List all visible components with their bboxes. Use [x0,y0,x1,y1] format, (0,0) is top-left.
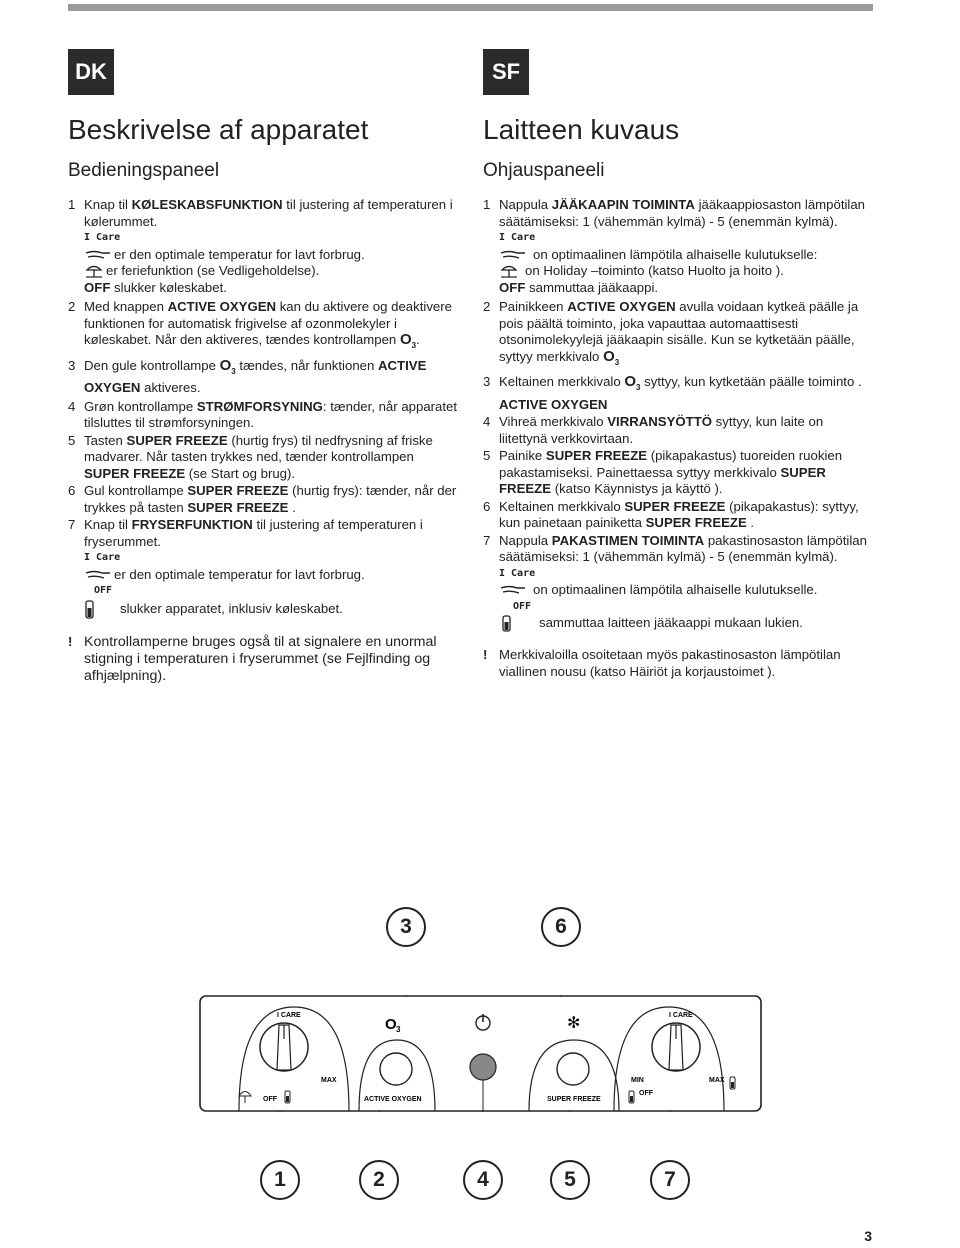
list-item [68,358,460,397]
item-number: 2 [68,299,76,314]
item-number: 2 [483,299,491,314]
callout-2: 2 [359,1160,399,1200]
active-oxygen-button [380,1053,412,1085]
page-number: 3 [864,1228,872,1244]
item-number: 5 [68,432,76,448]
off-label: OFF [263,1096,277,1103]
sf-off7-text: sammuttaa laitteen jääkaappi mukaan lukien. [539,614,803,630]
i-care-label: I Care [499,567,536,579]
sf-text-body [483,197,875,680]
page-title-dk: Beskrivelse af apparatet [68,114,369,145]
i-care-label: I Care [84,552,121,563]
list-item: 2 Med knappen ACTIVE OXYGEN kan du aktivere og deaktivere funktionen for automatisk frigivelse af ozonmolekyler i køleskabet. Når den aktiveres, tændes kontrollampen $O_3$. [68,299,460,355]
list-item [68,517,460,620]
lang-badge-dk: DK [68,49,114,95]
callout-7: 7 [650,1160,690,1200]
dk-item3-end: aktiveres. [144,380,201,395]
dk-off-text: slukker køleskabet. [114,279,227,295]
list-item [483,414,875,447]
sf-care-text: on optimaalinen lämpötila alhaiselle kulutukselle: [533,246,818,262]
list-item [68,483,460,516]
callout-6: 6 [541,907,581,947]
item-number: 4 [68,398,76,414]
warning-note [68,634,460,685]
o3-icon: $O_3$ [219,356,236,376]
o3-icon: $O_3$ [399,331,417,350]
dk-warning-text: Kontrollamperne bruges også til at signalere en unormal stigning i temperaturen i fryserummet (se Fejlfinding og afhjælpning). [84,633,437,684]
holiday-umbrella-icon [499,263,525,279]
max-label: MAX [321,1077,337,1084]
care-hand-icon [84,569,114,581]
section-subtitle-dk: Bedieningspaneel [68,160,220,181]
page-title-sf: Laitteen kuvaus [483,114,680,145]
icare-label: I CARE [669,1012,693,1019]
item-number: 1 [483,197,491,212]
dk-item5-text: Tasten SUPER FREEZE (hurtig frys) til nedfrysning af friske madvarer. Når tasten trykkes ned, tænder kontrollampen SUPER FREEZE (se Start og brug). [84,432,433,481]
list-item [68,433,460,483]
item-number: 6 [483,498,491,514]
min-label: MIN [631,1077,644,1084]
sf-item1-text: Nappula JÄÄKAAPIN TOIMINTA jääkaappiosaston lämpötilan säätämiseksi: 1 (vähemmän kylmä) - 5 (enemmän kylmä). [499,197,866,229]
sf-care7-text: on optimaalinen lämpötila alhaiselle kulutukselle. [533,582,818,597]
list-item [483,499,875,532]
list-item [483,374,875,413]
sf-warning-text: Merkkivaloilla osoitetaan myös pakastinosaston lämpötilan viallinen nousu (katso Häiriöt ja korjaustoimet ). [499,647,841,679]
warning-mark: ! [483,647,488,662]
dk-item1-text: Knap til KØLESKABSFUNKTION til justering af temperaturen i kølerummet. [84,197,453,229]
dk-holiday-text: er feriefunktion (se Vedligeholdelse). [106,263,320,278]
off-switch-icon [84,600,96,620]
control-panel-diagram [199,995,762,1112]
off-label: OFF [639,1090,653,1097]
sf-item3-text: Keltainen merkkivalo [499,374,621,389]
callout-1: 1 [260,1160,300,1200]
dk-off7-text: slukker apparatet, inklusiv køleskabet. [120,601,343,616]
max-label: MAX [709,1077,725,1084]
dk-text-body [68,197,460,685]
list-item [68,399,460,432]
warning-note [483,647,875,680]
item-number: 7 [483,532,491,548]
icare-label: I CARE [277,1012,301,1019]
header-rule [68,4,873,11]
item-number: 3 [483,374,491,389]
callout-4: 4 [463,1160,503,1200]
dk-item7-text: Knap til FRYSERFUNKTION til justering af temperaturen i fryserummet. [84,517,423,549]
list-item [483,533,875,634]
o3-icon: O [385,1016,397,1033]
dk-item4-text: Grøn kontrollampe STRØMFORSYNING: tænder, når apparatet tilsluttes til strømforsyningen. [84,398,458,430]
section-subtitle-sf: Ohjauspaneeli [483,160,605,181]
callout-3: 3 [386,907,426,947]
item-number: 1 [68,197,76,212]
sf-item2-text: Painikkeen ACTIVE OXYGEN avulla voidaan kytkeä päälle ja pois päältä toiminto, joka vapauttaa automaattisesti otsonimolekyylejä jääkaapin sisälle. Kun se kytketään päälle, syttyy merkkivalo [499,299,859,364]
dk-care-text: er den optimale temperatur for lavt forbrug. [114,246,365,262]
o3-subscript: 3 [396,1025,401,1034]
warning-mark: ! [68,633,73,649]
power-lamp [470,1054,496,1080]
dk-item6-text: Gul kontrollampe SUPER FREEZE (hurtig frys): tænder, når der trykkes på tasten SUPER FREEZE . [84,483,457,515]
item-number: 7 [68,517,76,532]
sf-item6-text: Keltainen merkkivalo SUPER FREEZE (pikapakastus): syttyy, kun painetaan painiketta SUPER FREEZE . [499,498,859,530]
off-label: OFF [513,600,532,612]
care-hand-icon [84,249,114,261]
sf-item5-text: Painike SUPER FREEZE (pikapakastus) tuoreiden ruokien pakastamiseksi. Painettaessa syttyy merkkivalo SUPER FREEZE (katso Käynnistys ja käyttö ). [499,448,843,496]
list-item [68,197,460,296]
item-number: 6 [68,483,76,498]
list-item [483,299,875,371]
list-item [483,197,875,296]
super-freeze-button [557,1053,589,1085]
o3-icon: $O_3$ [624,373,641,392]
lang-badge-sf: SF [483,49,529,95]
i-care-label: I Care [84,232,121,243]
sf-item3-end: syttyy, kun kytketään päälle toiminto . [644,374,862,389]
snowflake-icon: ✻ [567,1013,581,1032]
sf-item3-bold: ACTIVE OXYGEN [499,396,608,412]
care-hand-icon [499,249,533,261]
sf-item7-text: Nappula PAKASTIMEN TOIMINTA pakastinosaston lämpötilan säätämiseksi: 1 (vähemmän kylmä) - 5 (enemmän kylmä). [499,532,867,564]
dk-care7-text: er den optimale temperatur for lavt forbrug. [114,566,365,582]
off-switch-icon [499,615,513,633]
off-label: OFF [84,279,111,295]
o3-icon: $O_3$ [603,347,620,367]
item-number: 3 [68,357,76,373]
active-oxygen-label: ACTIVE OXYGEN [364,1096,422,1103]
off-label: OFF [94,585,113,596]
list-item [483,448,875,498]
dk-item3-bold: ACTIVE OXYGEN [84,357,427,395]
holiday-umbrella-icon [84,263,106,279]
dk-item2-text: Med knappen ACTIVE OXYGEN kan du aktivere og deaktivere funktionen for automatisk frigivelse af ozonmolekyler i køleskabet. Når den aktiveres, tændes kontrollampen [84,299,452,347]
item-number: 5 [483,448,491,463]
i-care-label: I Care [499,232,536,243]
callout-5: 5 [550,1160,590,1200]
off-label: OFF [499,279,526,295]
dk-item3-suffix: tændes, når funktionen [239,357,375,373]
sf-off-text: sammuttaa jääkaappi. [529,279,659,295]
super-freeze-label: SUPER FREEZE [547,1096,601,1103]
item-number: 4 [483,414,491,429]
sf-item4-text: Vihreä merkkivalo VIRRANSYÖTTÖ syttyy, kun laite on liitettynä verkkovirtaan. [499,414,824,446]
care-hand-icon [499,584,533,596]
dk-item3-text: Den gule kontrollampe [84,357,216,373]
sf-holiday-text: on Holiday –toiminto (katso Huolto ja hoito ). [525,263,784,278]
